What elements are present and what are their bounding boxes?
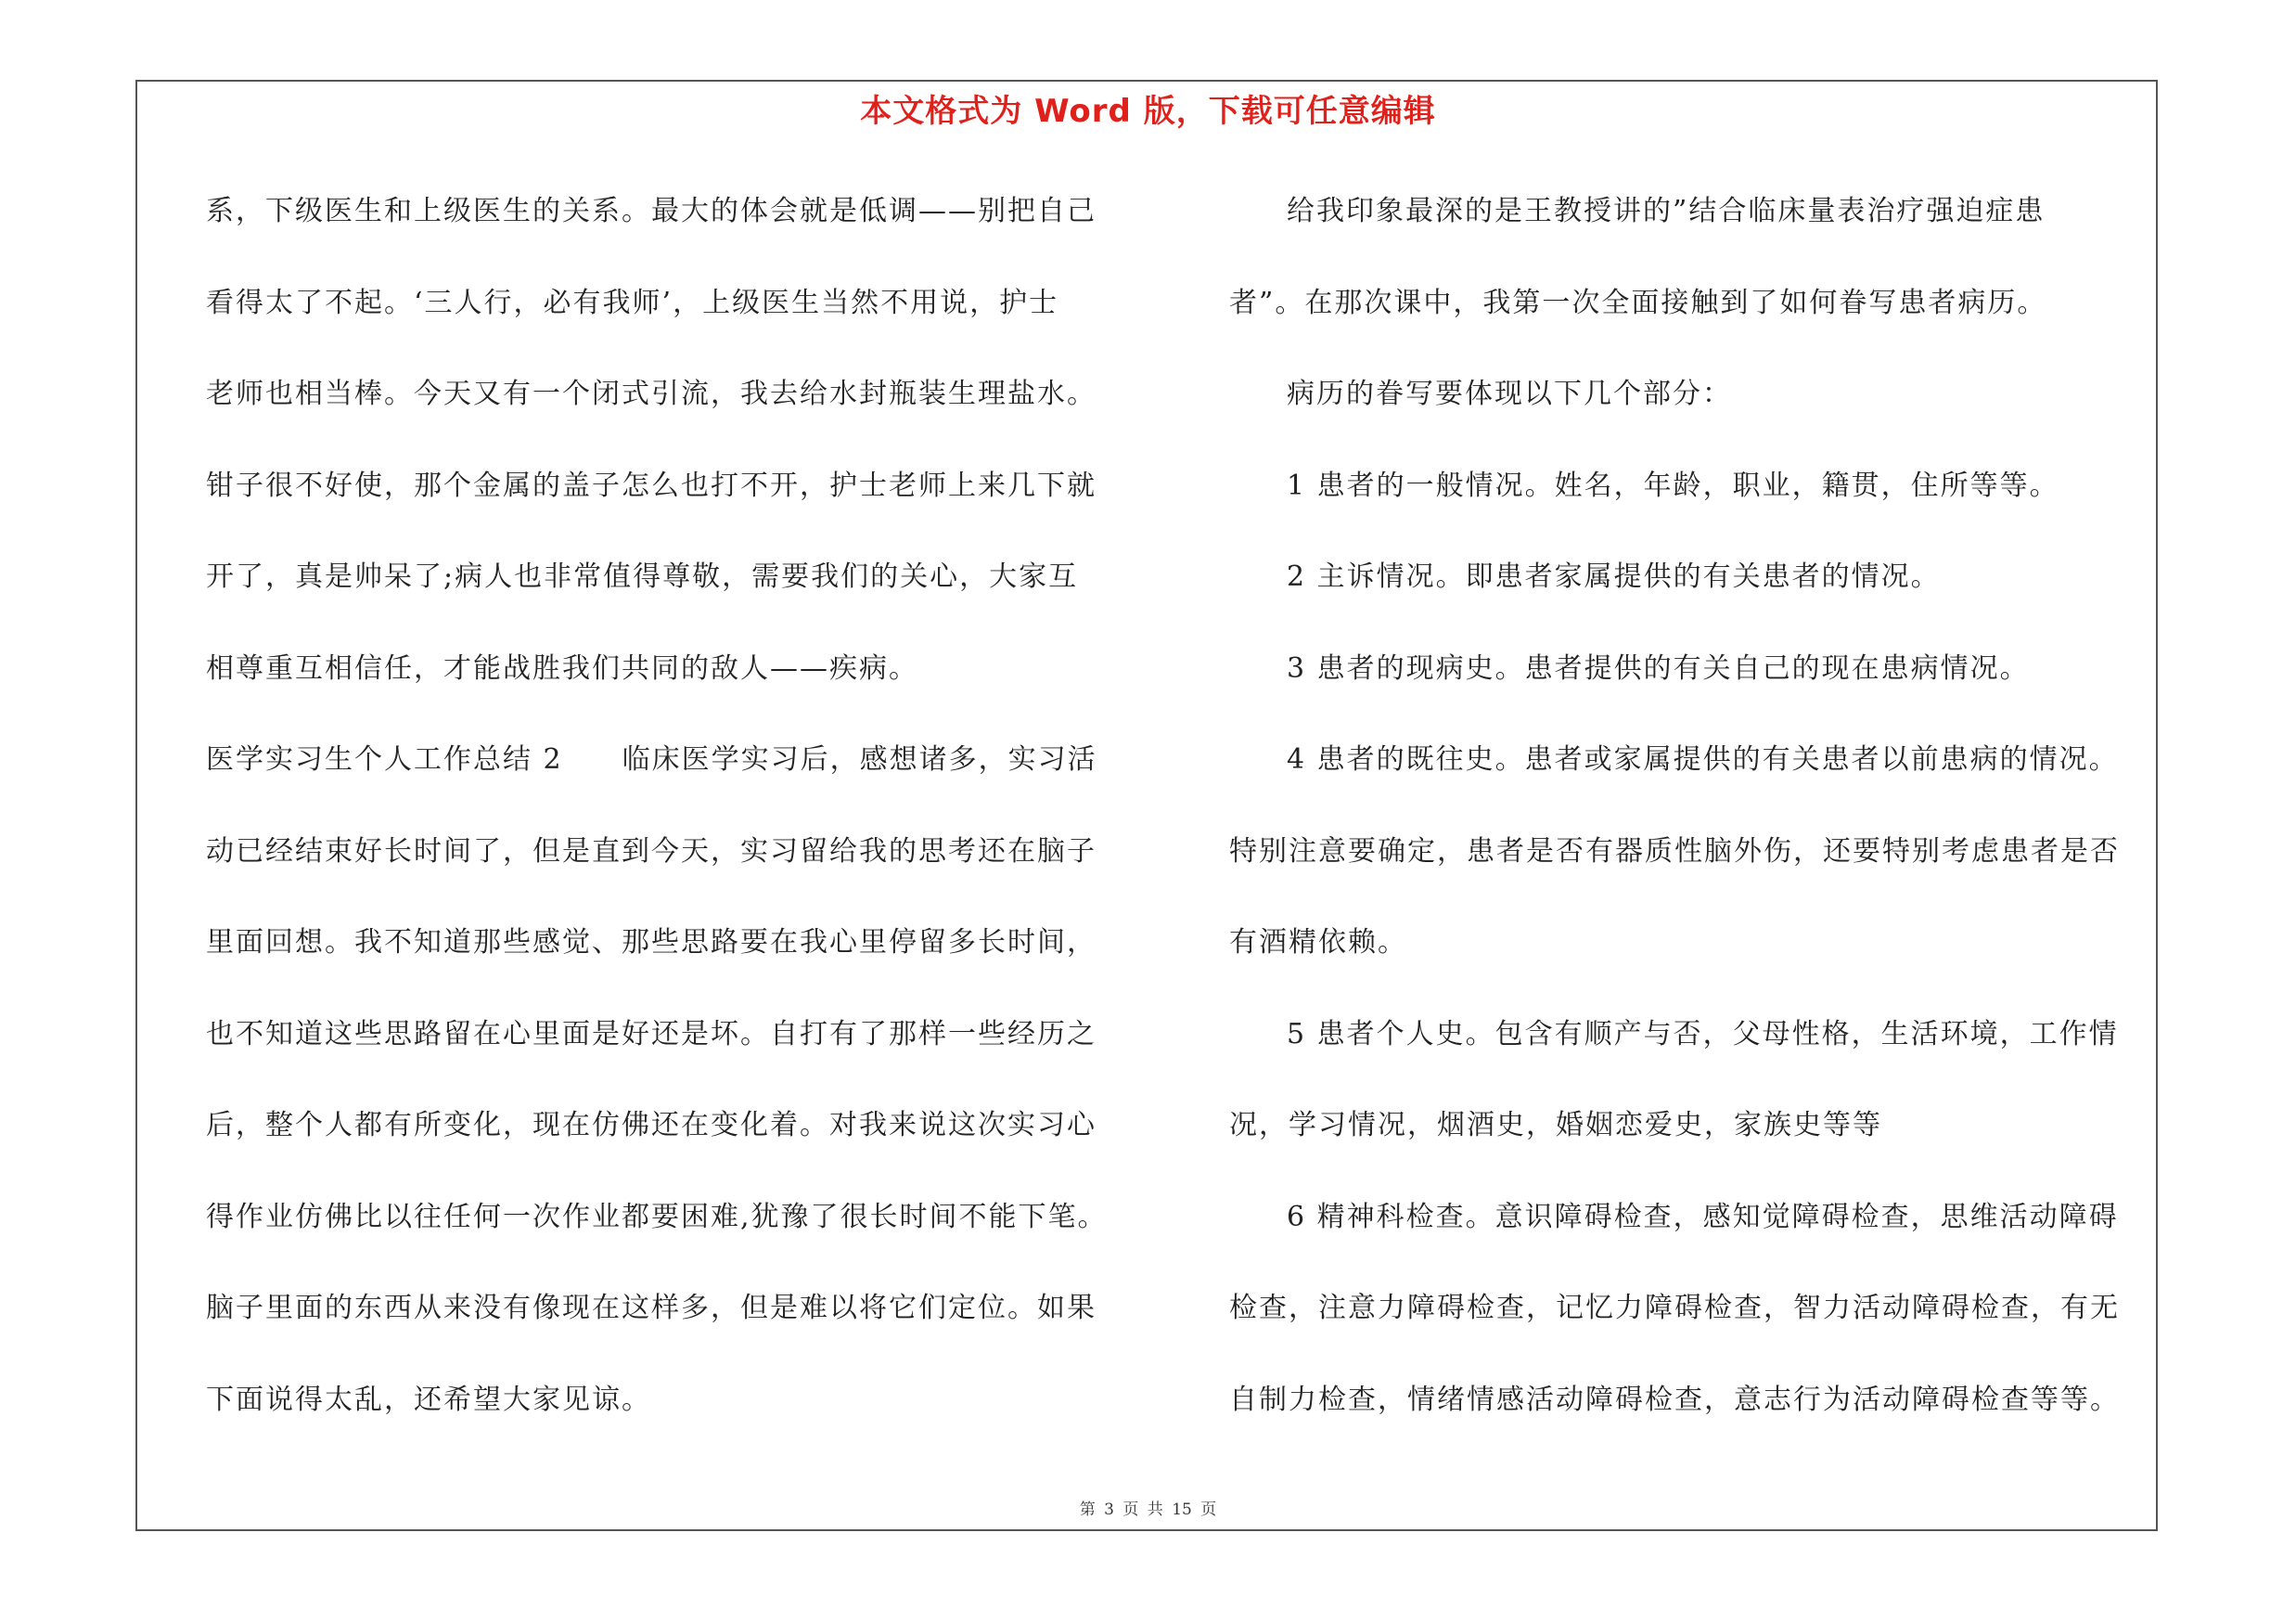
right-line: 给我印象最深的是王教授讲的”结合临床量表治疗强迫症患: [1287, 195, 2046, 227]
right-line: 况，学习情况，烟酒史，婚姻恋爱史，家族史等等: [1229, 1109, 1882, 1141]
left-line: 脑子里面的东西从来没有像现在这样多，但是难以将它们定位。如果: [206, 1292, 1097, 1324]
left-line: 也不知道这些思路留在心里面是好还是坏。自打有了那样一些经历之: [206, 1017, 1097, 1050]
right-line: 病历的眷写要体现以下几个部分：: [1287, 378, 1732, 410]
right-line: 1 患者的一般情况。姓名，年龄，职业，籍贯，住所等等。: [1287, 469, 2059, 502]
left-line: 系，下级医生和上级医生的关系。最大的体会就是低调——别把自己: [206, 195, 1097, 227]
left-line: 动已经结束好长时间了，但是直到今天，实习留给我的思考还在脑子: [206, 834, 1097, 868]
left-line: 相尊重互相信任，才能战胜我们共同的敌人——疾病。: [206, 651, 918, 685]
editable-notice-banner: 本文格式为 Word 版，下载可任意编辑: [860, 93, 1436, 130]
left-line: 开了，真是帅呆了;病人也非常值得尊敬，需要我们的关心，大家互: [206, 560, 1079, 593]
left-line-section-heading: 医学实习生个人工作总结 2 临床医学实习后，感想诸多，实习活: [206, 743, 1097, 776]
current-page-number: 3: [1104, 1501, 1114, 1519]
right-line: 有酒精依赖。: [1229, 926, 1407, 959]
left-line: 老师也相当棒。今天又有一个闭式引流，我去给水封瓶装生理盐水。: [206, 378, 1097, 410]
left-line: 得作业仿佛比以往任何一次作业都要困难,犹豫了很长时间不能下笔。: [206, 1200, 1108, 1233]
total-page-count: 15: [1172, 1501, 1192, 1519]
footer-suffix: 页: [1200, 1501, 1217, 1519]
right-line: 者”。在那次课中，我第一次全面接触到了如何眷写患者病历。: [1229, 286, 2047, 319]
left-column: [206, 184, 1152, 1463]
right-line: 6 精神科检查。意识障碍检查，感知觉障碍检查，思维活动障碍: [1287, 1200, 2119, 1233]
left-line: 钳子很不好使，那个金属的盖子怎么也打不开，护士老师上来几下就: [206, 469, 1097, 502]
right-line: 4 患者的既往史。患者或家属提供的有关患者以前患病的情况。: [1287, 743, 2119, 776]
footer-prefix: 第: [1079, 1501, 1096, 1519]
right-line: 自制力检查，情绪情感活动障碍检查，意志行为活动障碍检查等等。: [1229, 1383, 2120, 1416]
right-line: 5 患者个人史。包含有顺产与否，父母性格，生活环境，工作情: [1287, 1017, 2119, 1050]
left-line: 里面回想。我不知道那些感觉、那些思路要在我心里停留多长时间，: [206, 926, 1097, 959]
footer-page-word: 页: [1122, 1501, 1139, 1519]
right-column: [1229, 184, 2185, 1463]
right-line: 2 主诉情况。即患者家属提供的有关患者的情况。: [1287, 560, 1941, 593]
page-number-footer: [0, 1496, 2296, 1519]
right-line: 检查，注意力障碍检查，记忆力障碍检查，智力活动障碍检查，有无: [1229, 1292, 2120, 1324]
left-line: 看得太了不起。‘三人行，必有我师’，上级医生当然不用说，护士: [206, 286, 1059, 319]
right-line: 特别注意要确定，患者是否有器质性脑外伤，还要特别考虑患者是否: [1229, 834, 2120, 868]
footer-total-word: 共: [1147, 1501, 1163, 1519]
right-line: 3 患者的现病史。患者提供的有关自己的现在患病情况。: [1287, 651, 2030, 685]
left-line: 下面说得太乱，还希望大家见谅。: [206, 1383, 651, 1416]
left-line: 后，整个人都有所变化，现在仿佛还在变化着。对我来说这次实习心: [206, 1109, 1097, 1141]
